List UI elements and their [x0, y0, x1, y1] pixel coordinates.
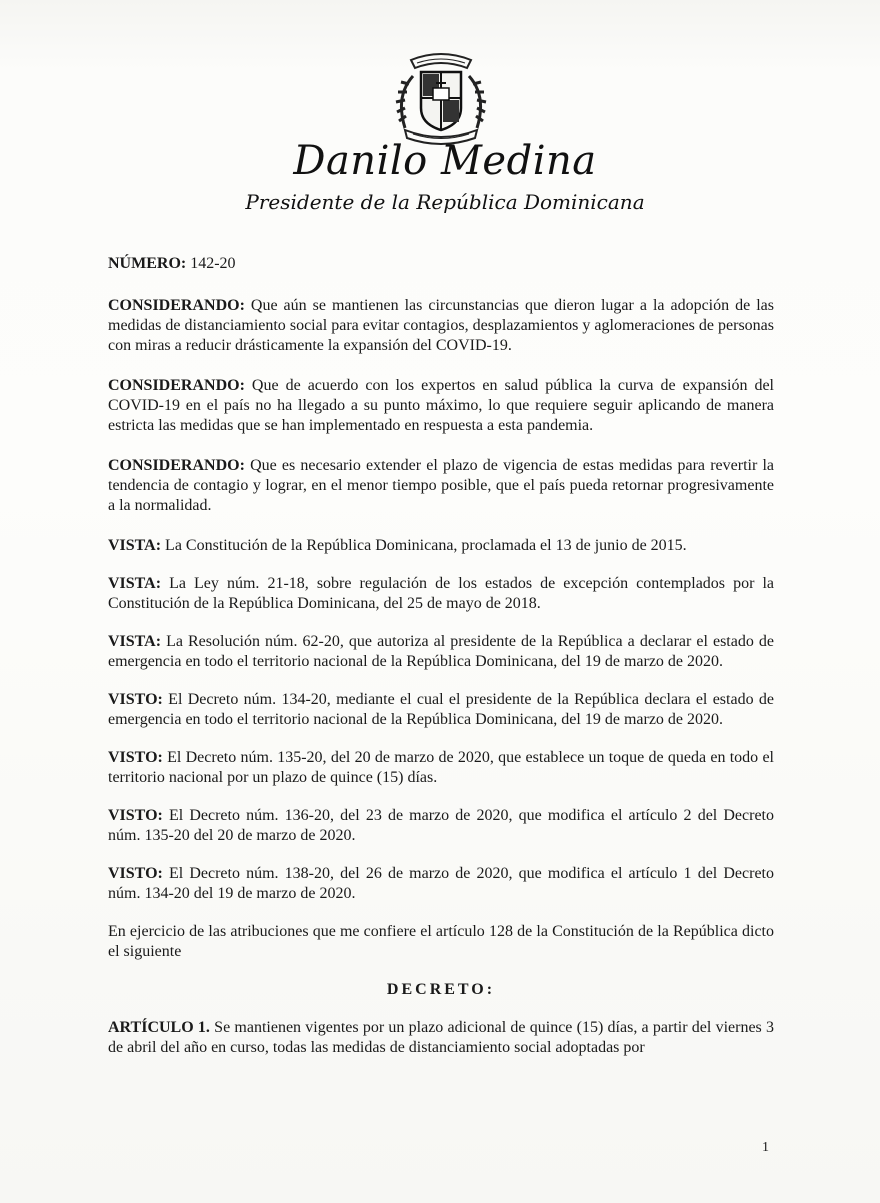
vista-text: La Resolución núm. 62-20, que autoriza al presidente de la República a declarar el estado de emergencia en todo el territorio nacional de la República Dominicana, del 19 de marzo de 2020.: [108, 633, 774, 670]
vista-text: La Constitución de la República Dominicana, proclamada el 13 de junio de 2015.: [165, 537, 687, 554]
vista-paragraph: [108, 632, 774, 672]
vista-label: VISTA:: [108, 633, 162, 650]
visto-label: VISTO:: [108, 691, 163, 708]
visto-text: El Decreto núm. 134-20, mediante el cual el presidente de la República declara el estado de emergencia en todo el territorio nacional de la República Dominicana, del 19 de marzo de 2020.: [108, 691, 774, 728]
visto-text: El Decreto núm. 136-20, del 23 de marzo de 2020, que modifica el artículo 2 del Decreto núm. 135-20 del 20 de marzo de 2020.: [108, 807, 775, 844]
considerando-text: Que es necesario extender el plazo de vigencia de estas medidas para revertir la tendencia de contagio y lograr, en el menor tiempo posible, que el país pueda retornar progresivamente a la normalidad.: [108, 457, 775, 514]
visto-paragraph: [108, 864, 774, 904]
coat-of-arms-seal: [383, 46, 499, 146]
visto-text: El Decreto núm. 138-20, del 26 de marzo de 2020, que modifica el artículo 1 del Decreto núm. 134-20 del 19 de marzo de 2020.: [108, 865, 775, 902]
visto-label: VISTO:: [108, 807, 163, 824]
visto-paragraph: [108, 748, 774, 788]
considerando-text: Que de acuerdo con los expertos en salud pública la curva de expansión del COVID-19 en el país no ha llegado a su punto máximo, lo que requiere seguir aplicando de manera estricta las medidas que se han implementado en respuesta a esta pandemia.: [108, 377, 775, 434]
article-1-label: ARTÍCULO 1.: [108, 1019, 210, 1036]
visto-paragraph: [108, 806, 774, 846]
article-1-text: Se mantienen vigentes por un plazo adicional de quince (15) días, a partir del viernes 3 de abril del año en curso, todas las medidas de distanciamiento social adoptadas por: [108, 1019, 775, 1056]
decree-body: [108, 254, 774, 1058]
decree-heading: DECRETO:: [386, 981, 496, 998]
considerando-label: CONSIDERANDO:: [108, 377, 245, 394]
vista-label: VISTA:: [108, 575, 162, 592]
signature-name: Danilo Medina: [293, 138, 597, 184]
considerando-paragraph: [108, 376, 774, 436]
decree-number-label: NÚMERO:: [108, 255, 187, 272]
vista-paragraph: [108, 574, 774, 614]
considerando-paragraph: [108, 296, 774, 356]
visto-paragraph: [108, 690, 774, 730]
exercise-paragraph: En ejercicio de las atribuciones que me confiere el artículo 128 de la Constitución de la República dicto el siguiente: [108, 923, 774, 960]
considerando-text: Que aún se mantienen las circunstancias que dieron lugar a la adopción de las medidas de distanciamiento social para evitar contagios, desplazamientos y aglomeraciones de personas con miras a reducir drásticamente la expansión del COVID-19.: [108, 297, 774, 354]
vista-paragraph: [108, 536, 774, 556]
page-number: 1: [762, 1140, 769, 1155]
considerando-paragraph: [108, 456, 774, 516]
visto-text: El Decreto núm. 135-20, del 20 de marzo de 2020, que establece un toque de queda en todo el territorio nacional por un plazo de quince (15) días.: [108, 749, 775, 786]
considerando-label: CONSIDERANDO:: [108, 297, 245, 314]
vista-text: La Ley núm. 21-18, sobre regulación de los estados de excepción contemplados por la Constitución de la República Dominicana, del 25 de mayo de 2018.: [108, 575, 775, 612]
visto-label: VISTO:: [108, 749, 163, 766]
considerando-label: CONSIDERANDO:: [108, 457, 245, 474]
visto-label: VISTO:: [108, 865, 163, 882]
article-1-paragraph: [108, 1018, 774, 1058]
decree-number: [108, 254, 774, 274]
decree-number-value: 142-20: [190, 255, 236, 272]
signature-title: Presidente de la República Dominicana: [245, 190, 645, 214]
vista-label: VISTA:: [108, 537, 162, 554]
